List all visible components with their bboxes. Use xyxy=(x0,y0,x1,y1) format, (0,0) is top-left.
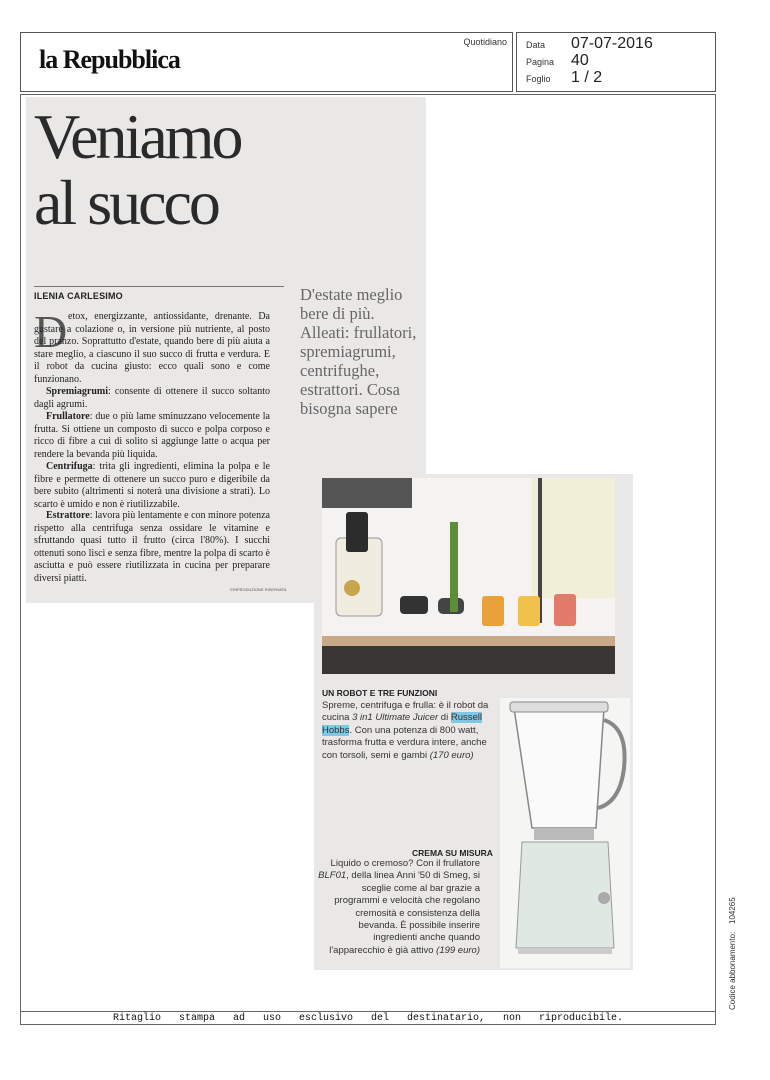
crema-price: (199 euro) xyxy=(436,944,480,956)
robot-text-c: . Con una potenza di 800 watt, trasforma frutta e verdura intere, anche con torsoli, semi e gambi xyxy=(322,724,487,761)
section-frullatore xyxy=(34,411,270,461)
robot-text-b: di xyxy=(438,712,451,724)
robot-caption-text xyxy=(322,700,502,762)
robot-price: (170 euro) xyxy=(429,749,474,761)
date-label: Data xyxy=(526,40,546,50)
robot-product-name: 3 in1 Ultimate Juicer xyxy=(352,712,439,724)
byline: ILENIA CARLESIMO xyxy=(34,291,123,301)
article-subhead: D'estate meglio bere di più. Alleati: frullatori, spremiagrumi, centrifughe, estrattori. Cosa bisogna sapere xyxy=(300,285,417,418)
page-label: Pagina xyxy=(526,57,555,67)
header-masthead xyxy=(20,32,513,92)
byline-rule xyxy=(34,286,284,287)
sheet-value: 1 / 2 xyxy=(571,69,603,86)
footer-notice-strip xyxy=(20,1011,716,1025)
blender-photo xyxy=(500,698,630,968)
copyright-note: ©RIPRODUZIONE RISERVATA xyxy=(230,587,287,592)
section-term: Centrifuga xyxy=(46,461,93,472)
date-value: 07-07-2016 xyxy=(571,35,653,52)
crema-text-a: Liquido o cremoso? Con il frullatore xyxy=(330,858,480,869)
section-term: Frullatore xyxy=(46,411,90,422)
section-text: : consente di ottenere il succo soltanto dagli agrumi. xyxy=(34,386,270,410)
section-spremiagrumi xyxy=(34,386,270,411)
section-centrifuga xyxy=(34,461,270,511)
article-headline xyxy=(34,101,241,238)
newspaper-logo: la Repubblica xyxy=(39,45,180,74)
section-estrattore xyxy=(34,510,270,586)
sheet-label: Foglio xyxy=(526,74,551,84)
section-term: Spremiagrumi xyxy=(46,386,109,397)
intro-text: etox, energizzante, antiossidante, drenante. Da gustare a colazione o, in versione più nutriente, al posto del pranzo. Soprattutto d'estate, quando bere di più aiuta a stare meglio, a ciascuno il suo succo di frutta e verdura. E il robot da cucina giusto: ecco quali sono e come funzionano. xyxy=(34,311,270,385)
crema-caption-text xyxy=(318,858,480,957)
robot-brand-highlight: Russell Hobbs xyxy=(322,712,483,736)
headline-line-2: al succo xyxy=(34,167,218,238)
juicer-photo xyxy=(322,478,615,674)
section-term: Estrattore xyxy=(46,510,90,521)
section-text: : trita gli ingredienti, elimina la polpa e le fibre e permette di ottenere un succo puro e digeribile da bere subito (altrimenti si noterà una divisione a strati). Lo scarto è umido e non è riutilizzabile. xyxy=(34,461,270,510)
crema-model: BLF01 xyxy=(318,870,347,882)
edition-label: Quotidiano xyxy=(463,37,507,47)
section-text: : lavora più lentamente e con minore potenza rispetto alla centrifuga senza ossidare le vitamine e sfruttando quasi tutto il frutto (circa l'80%). I succhi ottenuti sono lisci e senza fibre, mentre la polpa di scarto è asciutta e può essere riutilizzata in cucina per preparare diversi piatti. xyxy=(34,510,270,584)
header-meta xyxy=(516,32,716,92)
subscription-code-label: Codice abbonamento: xyxy=(728,931,737,1010)
drop-cap: D xyxy=(34,306,68,357)
footer-notice: Ritaglio stampa ad uso esclusivo del destinatario, non riproducibile. xyxy=(112,1013,624,1024)
crema-caption-title: CREMA SU MISURA xyxy=(412,848,493,858)
crema-text-b: , della linea Anni '50 di Smeg, si sceglie come al bar grazie a programmi e velocità che regolano cremosità e consistenza della bevanda. È possibile inserire ingredienti anche quando l'apparecchio è già attivo xyxy=(329,870,480,956)
section-text: : due o più lame sminuzzano velocemente la frutta. Si ottiene un composto di succo e polpa corposo e ricco di fibre a cui di solito si aggiunge latte o acqua per rendere la bevanda più liquida. xyxy=(34,411,270,460)
article-intro xyxy=(34,306,270,387)
robot-text-a: Spreme, centrifuga e frulla: è il robot da cucina xyxy=(322,700,489,724)
headline-line-1: Veniamo xyxy=(34,101,241,172)
robot-caption-title: UN ROBOT E TRE FUNZIONI xyxy=(322,688,438,698)
subscription-code-value: 104265 xyxy=(728,897,737,924)
page-value: 40 xyxy=(571,52,589,69)
